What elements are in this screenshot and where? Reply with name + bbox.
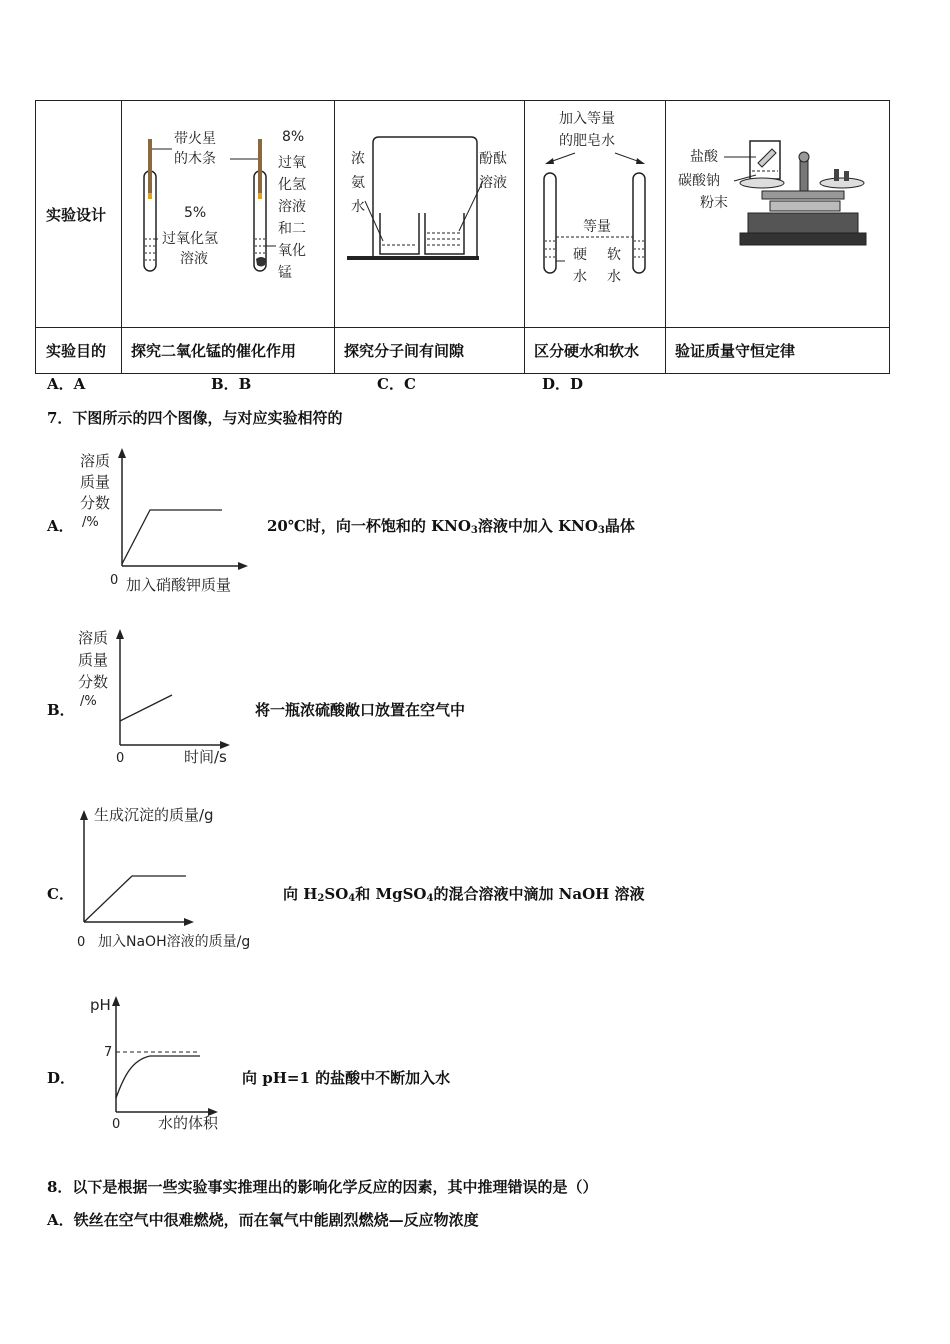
design-cell-water xyxy=(525,101,666,328)
goal-molecules: 探究分子间有间隙 xyxy=(335,328,525,374)
q7-option-a-desc: 20℃时，向一杯饱和的 $KNO_3$溶液中加入 $KNO_3$晶体 xyxy=(267,517,635,536)
base-plate xyxy=(347,256,479,260)
phenol-label-1: 酚酞 xyxy=(479,151,507,167)
q7-option-b-letter[interactable]: B． xyxy=(47,701,75,719)
balance-beam xyxy=(762,191,844,199)
q7-graph-d xyxy=(88,990,238,1135)
molecules-sketch xyxy=(335,101,524,323)
left-solution-line1: 过氧化氢 xyxy=(162,231,218,247)
q7-graph-c xyxy=(74,800,284,955)
design-cell-mass xyxy=(666,101,890,328)
right-label-6: 锰 xyxy=(278,265,292,281)
splint-label-line1: 带火星 xyxy=(174,131,216,147)
ammonia-label-1: 浓 xyxy=(351,151,365,167)
curve xyxy=(116,1056,200,1098)
hard-label-2: 水 xyxy=(573,269,587,285)
right-pan xyxy=(820,178,864,188)
origin: 0 xyxy=(116,751,125,766)
ylabel-1: 溶质 xyxy=(78,629,109,647)
right-label-2: 化氢 xyxy=(278,177,306,193)
ylabel-4: /% xyxy=(80,694,97,709)
q7-option-b-desc: 将一瓶浓硫酸敞口放置在空气中 xyxy=(255,701,466,719)
ylabel-3: 分数 xyxy=(80,494,111,512)
ylabel-1: 溶质 xyxy=(80,452,111,470)
equal-label: 等量 xyxy=(583,219,611,235)
q6-option-c[interactable]: C．C xyxy=(377,375,416,393)
soft-label-1: 软 xyxy=(607,247,621,263)
splint-label-line2: 的木条 xyxy=(174,151,216,167)
curve xyxy=(84,876,186,922)
design-cell-catalysis xyxy=(122,101,335,328)
q7-graph-b xyxy=(76,625,246,770)
goal-catalysis: 探究二氧化锰的催化作用 xyxy=(122,328,335,374)
left-solution-line2: 溶液 xyxy=(180,251,208,267)
ylabel-4: /% xyxy=(82,515,99,530)
tick-7: 7 xyxy=(104,1045,113,1060)
q7-graph-a xyxy=(76,446,266,598)
hard-water-tube xyxy=(544,173,556,273)
curve xyxy=(120,695,172,721)
goal-row-header: 实验目的 xyxy=(36,328,122,374)
q7-option-c-letter[interactable]: C． xyxy=(47,885,74,903)
design-row-header: 实验设计 xyxy=(36,101,122,328)
q7-option-c-desc: 向 $H_2SO_4$和 MgSO$_4$的混合溶液中滴加 NaOH 溶液 xyxy=(283,885,645,904)
left-beaker xyxy=(380,213,419,254)
q7-option-a-letter[interactable]: A． xyxy=(47,517,74,535)
design-cell-molecules xyxy=(335,101,525,328)
water-sketch xyxy=(525,101,665,323)
ylabel-2: 质量 xyxy=(80,473,111,491)
curve xyxy=(122,510,222,564)
phenol-label-2: 溶液 xyxy=(479,175,507,191)
right-label-4: 和二 xyxy=(278,221,306,237)
right-splint xyxy=(258,139,262,195)
goal-water: 区分硬水和软水 xyxy=(525,328,666,374)
right-label-1: 过氧 xyxy=(278,155,306,171)
q7-option-d-letter[interactable]: D． xyxy=(47,1069,76,1087)
soap-label-1: 加入等量 xyxy=(559,111,615,127)
xlabel: 时间/s xyxy=(184,748,227,766)
powder-label-2: 粉末 xyxy=(700,195,728,211)
powder-label-1: 碳酸钠 xyxy=(678,173,720,189)
xlabel: 加入NaOH溶液的质量/g xyxy=(98,934,251,950)
soap-label-2: 的肥皂水 xyxy=(559,133,615,149)
origin: 0 xyxy=(110,573,119,588)
right-label-3: 溶液 xyxy=(278,199,306,215)
goal-mass: 验证质量守恒定律 xyxy=(666,328,890,374)
left-splint xyxy=(148,139,152,195)
hard-label-1: 硬 xyxy=(573,247,587,263)
xlabel: 水的体积 xyxy=(158,1114,219,1132)
ylabel: 生成沉淀的质量/g xyxy=(94,806,214,824)
ammonia-label-3: 水 xyxy=(351,199,365,215)
left-pan xyxy=(740,178,784,188)
balance-base xyxy=(748,213,858,235)
q6-option-a[interactable]: A．A xyxy=(47,375,86,393)
ammonia-label-2: 氨 xyxy=(351,175,365,191)
q6-option-d[interactable]: D．D xyxy=(542,375,584,393)
xlabel: 加入硝酸钾质量 xyxy=(126,576,232,594)
concentration-5pct: 5% xyxy=(184,205,207,221)
experiment-table xyxy=(35,100,890,374)
acid-label: 盐酸 xyxy=(690,149,718,165)
soft-label-2: 水 xyxy=(607,269,621,285)
q8-stem: 8．以下是根据一些实验事实推理出的影响化学反应的因素，其中推理错误的是（） xyxy=(47,1178,598,1196)
q7-stem: 7．下图所示的四个图像，与对应实验相符的 xyxy=(47,409,343,427)
q7-option-d-desc: 向 pH=1 的盐酸中不断加入水 xyxy=(242,1069,451,1087)
soft-water-tube xyxy=(633,173,645,273)
concentration-8pct: 8% xyxy=(282,129,305,145)
q6-option-b[interactable]: B．B xyxy=(211,375,252,393)
origin: 0 xyxy=(77,935,86,950)
q8-option-a[interactable]: A．铁丝在空气中很难燃烧，而在氧气中能剧烈燃烧—反应物浓度 xyxy=(47,1211,479,1229)
catalysis-sketch xyxy=(122,101,334,323)
ylabel: pH xyxy=(90,996,111,1014)
ylabel-3: 分数 xyxy=(78,673,109,691)
ylabel-2: 质量 xyxy=(78,651,109,669)
right-label-5: 氧化 xyxy=(278,243,306,259)
balance-sketch xyxy=(666,101,889,323)
origin: 0 xyxy=(112,1117,121,1132)
